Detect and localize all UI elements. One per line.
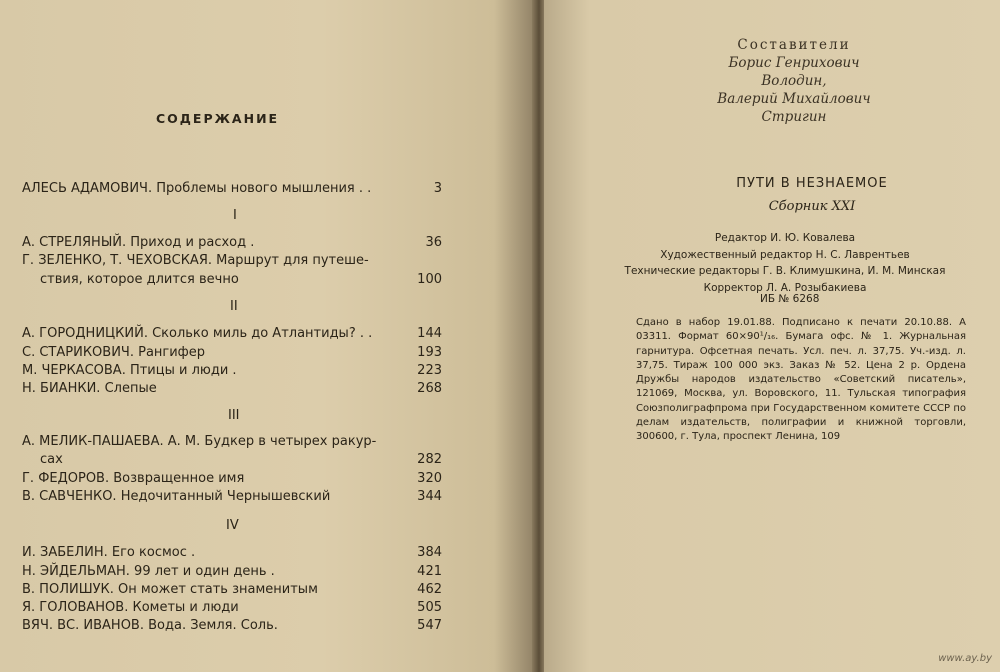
entry-page: 505 [417,600,442,615]
entry-title: В. САВЧЕНКО. Недочитанный Чернышевский [22,489,331,504]
entry-title: С. СТАРИКОВИЧ. Рангифер [22,345,206,360]
editor: Редактор И. Ю. Ковалева [714,232,856,244]
section-numeral: II [230,299,238,314]
compiler-name: Валерий Михайлович Стригин [717,91,871,125]
tech-editors: Технические редакторы Г. В. Климушкина, И. М. Минская [624,265,946,277]
compilers-label: Составители [737,37,851,53]
toc-heading: СОДЕРЖАНИЕ [156,111,280,126]
entry-page: 384 [417,545,442,560]
section-numeral: I [233,208,237,223]
entry-title: АЛЕСЬ АДАМОВИЧ. Проблемы нового мышления . . [22,181,372,196]
book-subtitle: Сборник XXI [768,199,856,214]
entry-page: 268 [417,381,442,396]
entry-page: 462 [417,582,442,597]
entry-page: 36 [425,235,442,250]
credits [620,230,950,296]
entry-title: Г. ФЕДОРОВ. Возвращенное имя [22,471,245,486]
entry-title: ствия, которое длится вечно [40,272,239,287]
entry-page: 344 [417,489,442,504]
entry-title: М. ЧЕРКАСОВА. Птицы и люди . [22,363,237,378]
entry-page: 223 [417,363,442,378]
entry-title: А. СТРЕЛЯНЫЙ. Приход и расход . [22,235,255,250]
publication-details: Сдано в набор 19.01.88. Подписано к печати 20.10.88. А 03311. Формат 60×90¹/₁₆. Бумага офс. № 1. Журнальная гарнитура. Офсетная печать. Усл. печ. л. 37,75. Уч.-изд. л. 37,75. Тираж 100 000 экз. Заказ № 52. Цена 2 р. Ордена Дружбы народов издательство «Советский писатель», 121069, Москва, ул. Воровского, 11. Тульская типография Союзполиграфпрома при Государственном комитете СССР по делам издательств, полиграфии и книжной торговли, 300600, г. Тула, проспект Ленина, 109 [636,317,966,443]
entry-title: И. ЗАБЕЛИН. Его космос . [22,545,196,560]
entry-page: 320 [417,471,442,486]
section-numeral: IV [226,518,239,533]
entry-page: 3 [433,181,442,196]
book-title: ПУТИ В НЕЗНАЕМОЕ [736,176,888,191]
entry-page: 100 [417,272,442,287]
entry-page: 144 [417,326,442,341]
entry-page: 193 [417,345,442,360]
art-editor: Художественный редактор Н. С. Лаврентьев [660,248,910,261]
entry-page: 421 [417,564,442,579]
watermark: www.ay.by [938,653,992,664]
entry-title: А. ГОРОДНИЦКИЙ. Сколько миль до Атлантиды? . . [22,326,373,341]
ib-number: ИБ № 6268 [760,293,820,305]
entry-title: ВЯЧ. ВС. ИВАНОВ. Вода. Земля. Соль. [22,618,278,633]
corrector: Корректор Л. А. Розыбакиева [703,281,867,294]
entry-title: Г. ЗЕЛЕНКО, Т. ЧЕХОВСКАЯ. Маршрут для путеше- [22,253,369,268]
entry-title: сах [40,452,63,467]
compilers-block [694,36,894,126]
entry-page: 547 [417,618,442,633]
entry-page: 282 [417,452,442,467]
entry-title: В. ПОЛИШУК. Он может стать знаменитым [22,582,318,597]
entry-title: Я. ГОЛОВАНОВ. Кометы и люди [22,600,239,615]
entry-title: А. МЕЛИК-ПАШАЕВА. А. М. Будкер в четырех ракур- [22,434,377,449]
entry-title: Н. БИАНКИ. Слепые [22,381,157,396]
section-numeral: III [228,408,240,423]
entry-title: Н. ЭЙДЕЛЬМАН. 99 лет и один день . [22,564,275,579]
compiler-name: Борис Генрихович Володин, [728,55,860,89]
